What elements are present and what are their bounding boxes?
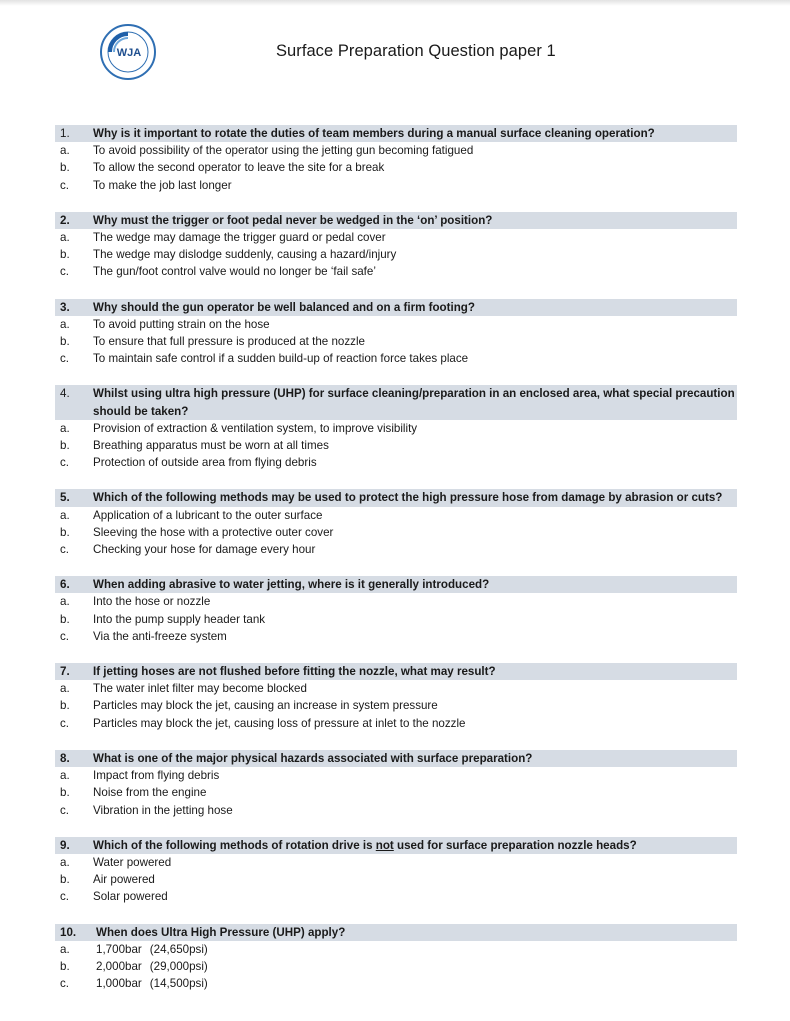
option-text: Sleeving the hose with a protective outer cover [93,525,334,539]
question-number: 9. [60,838,70,852]
answer-option [55,680,737,697]
answer-option [55,611,737,628]
answer-option [55,888,737,905]
question-header [55,299,737,316]
question-header [55,576,737,593]
question-text-after: used for surface preparation nozzle heads? [393,838,637,852]
question-1 [55,125,737,194]
option-text: The wedge may dislodge suddenly, causing a hazard/injury [93,248,397,262]
option-letter: b. [60,699,70,713]
answer-option [55,263,737,280]
option-letter: c. [60,178,70,192]
question-number: 1. [60,127,70,140]
question-header [55,385,737,419]
option-text: Protection of outside area from flying debris [93,456,317,470]
pressure-psi: (24,650psi) [149,942,208,956]
answer-option [55,767,737,784]
option-letter: a. [60,231,70,245]
answer-option [55,229,737,246]
option-letter: a. [60,144,70,158]
question-9 [55,837,737,906]
option-letter: b. [60,612,70,626]
answer-option [55,142,737,159]
option-letter: a. [60,682,70,696]
answer-option [55,628,737,645]
option-text: Particles may block the jet, causing loss of pressure at inlet to the nozzle [93,716,466,730]
answer-option [55,316,737,333]
question-number: 4. [60,387,70,401]
option-text: Air powered [93,873,155,887]
question-header [55,750,737,767]
question-text: If jetting hoses are not flushed before fitting the nozzle, what may result? [93,665,496,679]
question-8 [55,750,737,819]
option-text [96,975,208,992]
question-text: What is one of the major physical hazards associated with surface preparation? [93,751,533,765]
question-text: Which of the following methods may be used to protect the high pressure hose from damage by abrasion or cuts? [93,491,723,505]
option-text: Noise from the engine [93,786,207,800]
answer-option [55,541,737,558]
option-letter: b. [60,525,70,539]
question-number: 10. [60,925,77,939]
pressure-bar: 2,000bar [96,959,142,973]
question-text: Why should the gun operator be well balanced and on a firm footing? [93,300,475,314]
option-letter: b. [60,161,70,175]
option-letter: b. [60,439,70,453]
option-text: Particles may block the jet, causing an increase in system pressure [93,699,438,713]
option-letter: c. [60,716,70,730]
pressure-bar: 1,700bar [96,942,142,956]
logo-text: WJA [116,47,142,59]
option-text: Water powered [93,855,172,869]
pressure-psi: (14,500psi) [149,977,208,991]
question-text-before: Which of the following methods of rotation drive is [93,838,376,852]
option-letter: a. [60,855,70,869]
option-letter: a. [60,769,70,783]
option-text: Into the hose or nozzle [93,595,211,609]
question-2 [55,212,737,281]
question-number: 6. [60,578,70,592]
question-number: 5. [60,491,70,505]
option-text: Solar powered [93,890,168,904]
question-7 [55,663,737,732]
option-text: The gun/foot control valve would no longer be ‘fail safe’ [93,265,376,279]
answer-option [55,784,737,801]
question-10 [55,924,737,993]
answer-option [55,507,737,524]
question-5 [55,489,737,558]
question-number: 2. [60,213,70,227]
option-letter: a. [60,942,70,956]
answer-option [55,975,737,992]
option-letter: b. [60,335,70,349]
option-text: Via the anti-freeze system [93,629,227,643]
question-text: Whilst using ultra high pressure (UHP) for surface cleaning/preparation in an enclosed area, what special precaution should be taken? [93,387,735,418]
option-letter: b. [60,959,70,973]
option-letter: a. [60,317,70,331]
option-letter: a. [60,421,70,435]
option-letter: b. [60,786,70,800]
question-list [55,125,737,1010]
option-letter: c. [60,803,70,817]
option-text: To avoid putting strain on the hose [93,317,270,331]
question-number: 8. [60,751,70,765]
answer-option [55,593,737,610]
option-letter: c. [60,543,70,557]
option-letter: c. [60,977,70,991]
option-text: Impact from flying debris [93,769,220,783]
question-header [55,489,737,506]
question-text: Why is it important to rotate the duties of team members during a manual surface cleaning operation? [93,127,655,140]
question-text: When adding abrasive to water jetting, where is it generally introduced? [93,578,490,592]
answer-option [55,854,737,871]
option-letter: c. [60,629,70,643]
option-letter: c. [60,456,70,470]
pressure-bar: 1,000bar [96,977,142,991]
question-4 [55,385,737,471]
option-letter: c. [60,890,70,904]
option-text: Vibration in the jetting hose [93,803,233,817]
answer-option [55,437,737,454]
question-text-underlined: not [375,838,394,852]
option-text: To maintain safe control if a sudden build-up of reaction force takes place [93,352,469,366]
answer-option [55,697,737,714]
option-text: To make the job last longer [93,178,232,192]
answer-option [55,941,737,958]
answer-option [55,454,737,471]
answer-option [55,958,737,975]
question-text [93,837,737,854]
answer-option [55,177,737,194]
question-number: 7. [60,665,70,679]
question-6 [55,576,737,645]
answer-option [55,524,737,541]
option-text: Into the pump supply header tank [93,612,266,626]
question-header [55,924,737,941]
answer-option [55,246,737,263]
answer-option [55,802,737,819]
option-text: To ensure that full pressure is produced at the nozzle [93,335,365,349]
question-header [55,212,737,229]
answer-option [55,871,737,888]
option-letter: c. [60,265,70,279]
wja-logo-icon [98,22,158,82]
question-text: When does Ultra High Pressure (UHP) apply? [96,925,346,939]
answer-option [55,420,737,437]
option-text: Provision of extraction & ventilation system, to improve visibility [93,421,418,435]
option-text: Breathing apparatus must be worn at all times [93,439,329,453]
answer-option [55,715,737,732]
question-header [55,663,737,680]
option-text [96,941,208,958]
answer-option [55,333,737,350]
pressure-psi: (29,000psi) [149,959,208,973]
question-number: 3. [60,300,70,314]
option-text: Application of a lubricant to the outer surface [93,508,323,522]
answer-option [55,159,737,176]
question-header [55,837,737,854]
question-3 [55,299,737,368]
option-text: To allow the second operator to leave the site for a break [93,161,385,175]
option-letter: c. [60,352,70,366]
option-letter: a. [60,595,70,609]
option-text: To avoid possibility of the operator using the jetting gun becoming fatigued [93,144,474,158]
option-text: The water inlet filter may become blocked [93,682,307,696]
option-letter: b. [60,873,70,887]
question-text: Why must the trigger or foot pedal never be wedged in the ‘on’ position? [93,213,493,227]
option-text: Checking your hose for damage every hour [93,543,316,557]
option-text: The wedge may damage the trigger guard or pedal cover [93,231,386,245]
option-text [96,958,208,975]
page-top-shadow [0,0,790,6]
option-letter: a. [60,508,70,522]
option-letter: b. [60,248,70,262]
answer-option [55,350,737,367]
question-header [55,125,737,142]
page-title: Surface Preparation Question paper 1 [276,42,556,60]
